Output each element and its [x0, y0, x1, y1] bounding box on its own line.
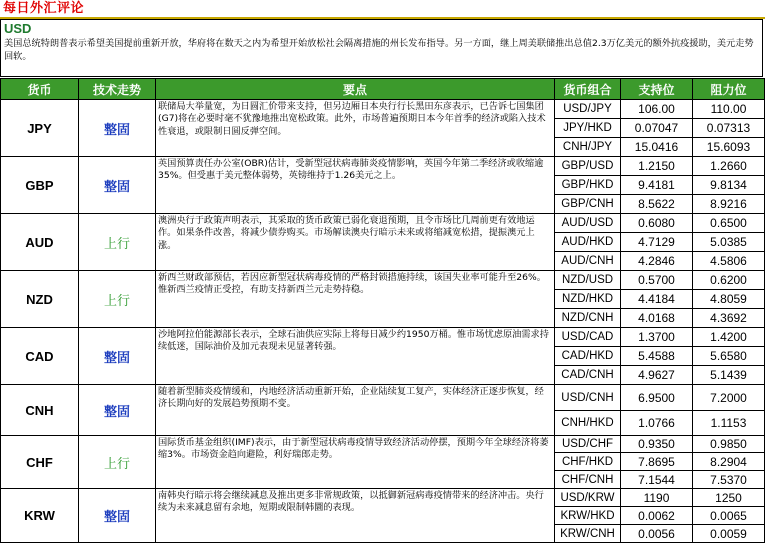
support-cell: 5.4588	[621, 347, 693, 366]
pair-cell: GBP/USD	[555, 157, 621, 176]
pair-cell: KRW/HKD	[555, 507, 621, 525]
points-cell: 联储局大举量宽，为日圆汇价带来支持，但另边厢日本央行行长黑田东彦表示，已告诉七国集团(G7)将在必要时毫不犹豫地推出宽松政策。此外，市场普遍预期日本今年首季的经济或陷入技术性衰退，或限制日圆反弹空间。	[156, 100, 555, 157]
currency-cell: CNH	[1, 385, 79, 436]
forex-table	[0, 78, 765, 543]
trend-cell: 整固	[79, 489, 156, 543]
pair-cell: USD/CHF	[555, 436, 621, 453]
resistance-cell: 7.2000	[693, 385, 765, 411]
resistance-cell: 0.0059	[693, 525, 765, 543]
table-body	[1, 100, 765, 543]
trend-cell: 整固	[79, 385, 156, 436]
pair-cell: KRW/CNH	[555, 525, 621, 543]
support-cell: 4.0168	[621, 309, 693, 328]
points-cell: 南韩央行暗示将会继续减息及推出更多非常规政策，以抵御新冠病毒疫情带来的经济冲击。央行续为未来减息留有余地，短期或限制韩圜的表现。	[156, 489, 555, 543]
support-cell: 0.9350	[621, 436, 693, 453]
resistance-cell: 8.9216	[693, 195, 765, 214]
header-support: 支持位	[621, 79, 693, 100]
pair-cell: AUD/CNH	[555, 252, 621, 271]
usd-commentary: 美国总统特朗普表示希望美国提前重新开放，华府将在数天之内为希望开始放松社会隔离措施的州长发布指导。另一方面，继上周美联储推出总值2.3万亿美元的额外抗疫援助，美元走势回软。	[4, 38, 754, 62]
points-cell: 随着新型肺炎疫情缓和，内地经济活动重新开始，企业陆续复工复产，实体经济正逐步恢复，经济长期向好的发展趋势预期不变。	[156, 385, 555, 436]
support-cell: 1190	[621, 489, 693, 507]
support-cell: 0.6080	[621, 214, 693, 233]
pair-cell: NZD/HKD	[555, 290, 621, 309]
header-trend: 技术走势	[79, 79, 156, 100]
resistance-cell: 15.6093	[693, 138, 765, 157]
usd-summary-box	[0, 19, 763, 77]
table-row	[1, 271, 765, 290]
resistance-cell: 4.5806	[693, 252, 765, 271]
resistance-cell: 4.3692	[693, 309, 765, 328]
support-cell: 4.7129	[621, 233, 693, 252]
points-cell: 沙地阿拉伯能源部长表示，全球石油供应实际上将每日减少约1950万桶。惟市场忧虑原油需求持续低迷，国际油价及加元表现未见显著转强。	[156, 328, 555, 385]
trend-cell: 上行	[79, 436, 156, 489]
support-cell: 0.0062	[621, 507, 693, 525]
resistance-cell: 1250	[693, 489, 765, 507]
support-cell: 15.0416	[621, 138, 693, 157]
page-title: 每日外汇评论	[3, 1, 85, 16]
resistance-cell: 9.8134	[693, 176, 765, 195]
resistance-cell: 5.1439	[693, 366, 765, 385]
pair-cell: GBP/CNH	[555, 195, 621, 214]
trend-cell: 整固	[79, 157, 156, 214]
support-cell: 1.2150	[621, 157, 693, 176]
points-cell: 澳洲央行于政策声明表示，其采取的货币政策已弱化衰退预期，且令市场比几周前更有效地运作。如果条件改善，将减少债券购买。市场解读澳央行暗示未来或将缩减宽松措，提振澳元上涨。	[156, 214, 555, 271]
support-cell: 0.0056	[621, 525, 693, 543]
pair-cell: CHF/CNH	[555, 471, 621, 489]
pair-cell: NZD/CNH	[555, 309, 621, 328]
pair-cell: GBP/HKD	[555, 176, 621, 195]
table-row	[1, 100, 765, 119]
pair-cell: USD/CAD	[555, 328, 621, 347]
currency-cell: GBP	[1, 157, 79, 214]
trend-cell: 上行	[79, 271, 156, 328]
support-cell: 7.8695	[621, 453, 693, 471]
usd-label: USD	[4, 21, 32, 36]
pair-cell: CAD/HKD	[555, 347, 621, 366]
resistance-cell: 0.9850	[693, 436, 765, 453]
trend-cell: 整固	[79, 328, 156, 385]
support-cell: 4.2846	[621, 252, 693, 271]
resistance-cell: 5.0385	[693, 233, 765, 252]
pair-cell: CAD/CNH	[555, 366, 621, 385]
pair-cell: USD/CNH	[555, 385, 621, 411]
resistance-cell: 7.5370	[693, 471, 765, 489]
currency-cell: AUD	[1, 214, 79, 271]
support-cell: 4.4184	[621, 290, 693, 309]
trend-cell: 整固	[79, 100, 156, 157]
pair-cell: USD/KRW	[555, 489, 621, 507]
currency-cell: CHF	[1, 436, 79, 489]
support-cell: 8.5622	[621, 195, 693, 214]
resistance-cell: 5.6580	[693, 347, 765, 366]
pair-cell: JPY/HKD	[555, 119, 621, 138]
resistance-cell: 8.2904	[693, 453, 765, 471]
pair-cell: CNH/HKD	[555, 411, 621, 436]
pair-cell: CHF/HKD	[555, 453, 621, 471]
pair-cell: NZD/USD	[555, 271, 621, 290]
table-header-row	[1, 79, 765, 100]
resistance-cell: 0.0065	[693, 507, 765, 525]
resistance-cell: 1.2660	[693, 157, 765, 176]
points-cell: 新西兰财政部预估，若因应新型冠状病毒疫情的严格封锁措施持续，该国失业率可能升至26%。惟新西兰疫情正受控，有助支持新西兰元走势持稳。	[156, 271, 555, 328]
resistance-cell: 110.00	[693, 100, 765, 119]
table-row	[1, 214, 765, 233]
resistance-cell: 0.6200	[693, 271, 765, 290]
resistance-cell: 1.1153	[693, 411, 765, 436]
resistance-cell: 0.6500	[693, 214, 765, 233]
currency-cell: JPY	[1, 100, 79, 157]
currency-cell: KRW	[1, 489, 79, 543]
pair-cell: AUD/USD	[555, 214, 621, 233]
currency-cell: NZD	[1, 271, 79, 328]
support-cell: 0.07047	[621, 119, 693, 138]
pair-cell: AUD/HKD	[555, 233, 621, 252]
pair-cell: CNH/JPY	[555, 138, 621, 157]
support-cell: 1.0766	[621, 411, 693, 436]
support-cell: 9.4181	[621, 176, 693, 195]
support-cell: 1.3700	[621, 328, 693, 347]
resistance-cell: 4.8059	[693, 290, 765, 309]
header-resistance: 阻力位	[693, 79, 765, 100]
support-cell: 6.9500	[621, 385, 693, 411]
currency-cell: CAD	[1, 328, 79, 385]
trend-cell: 上行	[79, 214, 156, 271]
table-row	[1, 489, 765, 507]
header-currency: 货币	[1, 79, 79, 100]
table-row	[1, 157, 765, 176]
resistance-cell: 0.07313	[693, 119, 765, 138]
points-cell: 英国预算责任办公室(OBR)估计，受新型冠状病毒肺炎疫情影响，英国今年第二季经济或收缩逾35%。但受惠于美元整体弱势，英镑维持于1.26美元之上。	[156, 157, 555, 214]
resistance-cell: 1.4200	[693, 328, 765, 347]
support-cell: 4.9627	[621, 366, 693, 385]
support-cell: 0.5700	[621, 271, 693, 290]
table-row	[1, 385, 765, 411]
header-points: 要点	[156, 79, 555, 100]
table-row	[1, 328, 765, 347]
table-row	[1, 436, 765, 453]
support-cell: 7.1544	[621, 471, 693, 489]
support-cell: 106.00	[621, 100, 693, 119]
points-cell: 国际货币基金组织(IMF)表示，由于新型冠状病毒疫情导致经济活动停摆，预期今年全球经济将萎缩3%。市场资金趋向避险，利好瑞郎走势。	[156, 436, 555, 489]
header-pair: 货币组合	[555, 79, 621, 100]
pair-cell: USD/JPY	[555, 100, 621, 119]
